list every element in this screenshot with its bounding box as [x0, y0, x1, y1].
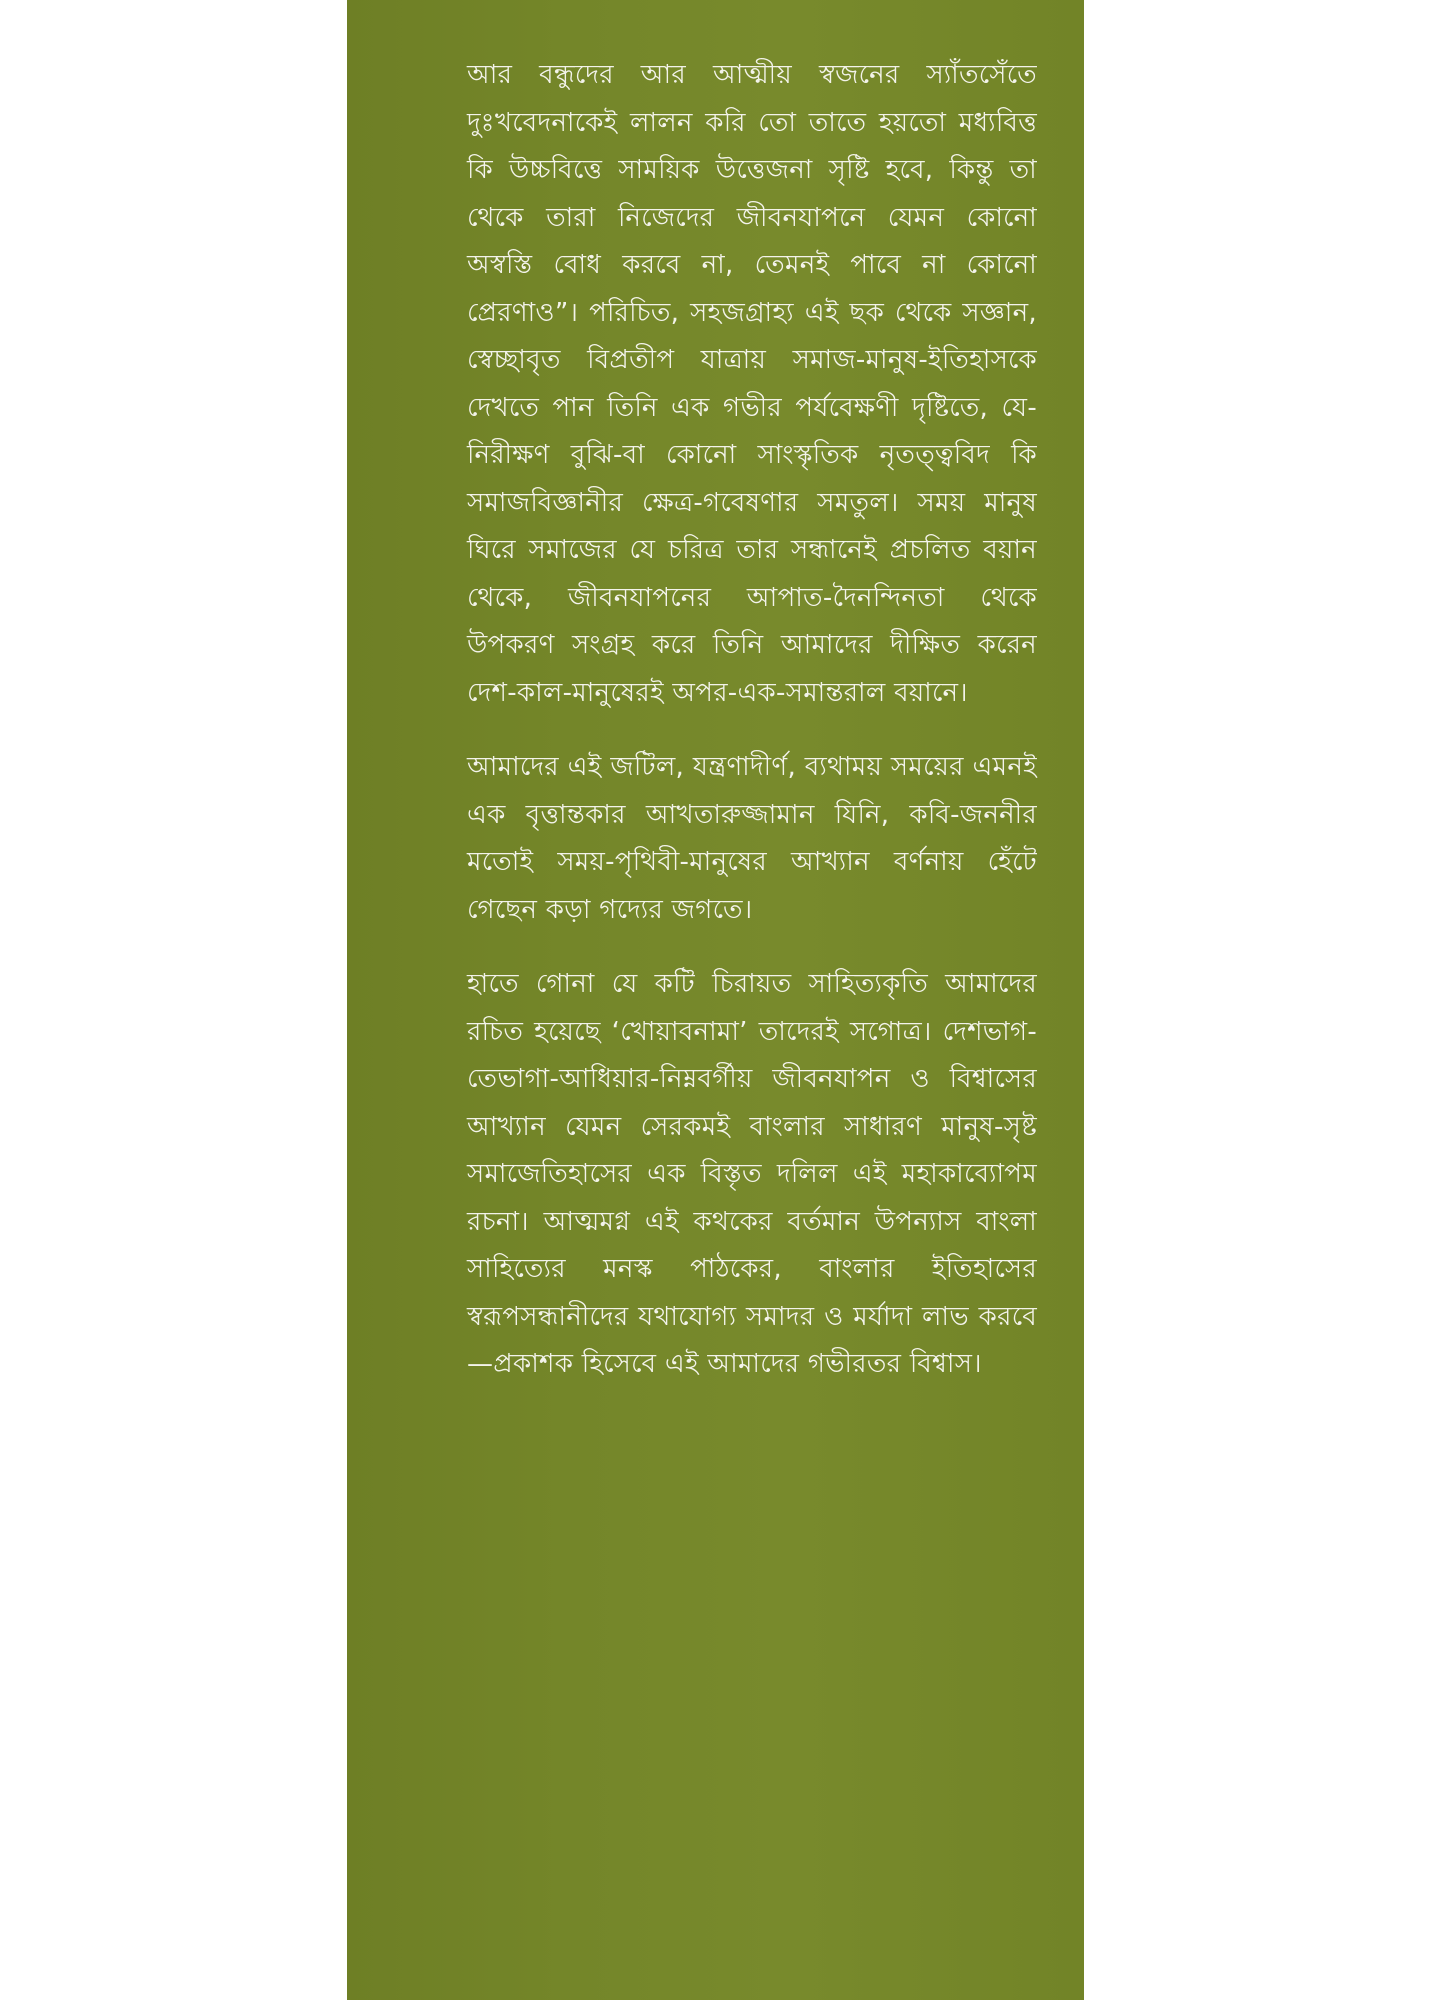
- paragraph-3: হাতে গোনা যে কটি চিরায়ত সাহিত্যকৃতি আমাদের রচিত হয়েছে ‘খোয়াবনামা’ তাদেরই সগোত্র। দেশভাগ-তেভাগা-আধিয়ার-নিম্নবর্গীয় জীবনযাপন ও বিশ্বাসের আখ্যান যেমন সেরকমই বাংলার সাধারণ মানুষ-সৃষ্ট সমাজেতিহাসের এক বিস্তৃত দলিল এই মহাকাব্যোপম রচনা। আত্মমগ্ন এই কথকের বর্তমান উপন্যাস বাংলা সাহিত্যের মনস্ক পাঠকের, বাংলার ইতিহাসের স্বরূপসন্ধানীদের যথাযোগ্য সমাদর ও মর্যাদা লাভ করবে—প্রকাশক হিসেবে এই আমাদের গভীরতর বিশ্বাস।: [467, 969, 1037, 1379]
- paragraph-1: আর বন্ধুদের আর আত্মীয় স্বজনের স্যাঁতসেঁতে দুঃখবেদনাকেই লালন করি তো তাতে হয়তো মধ্যবিত্ত কি উচ্চবিত্তে সাময়িক উত্তেজনা সৃষ্টি হবে, কিন্তু তা থেকে তারা নিজেদের জীবনযাপনে যেমন কোনো অস্বস্তি বোধ করবে না, তেমনই পাবে না কোনো প্রেরণাও”। পরিচিত, সহজগ্রাহ্য এই ছক থেকে সজ্ঞান, স্বেচ্ছাবৃত বিপ্রতীপ যাত্রায় সমাজ-মানুষ-ইতিহাসকে দেখতে পান তিনি এক গভীর পর্যবেক্ষণী দৃষ্টিতে, যে-নিরীক্ষণ বুঝি-বা কোনো সাংস্কৃতিক নৃতত্ত্ববিদ কি সমাজবিজ্ঞানীর ক্ষেত্র-গবেষণার সমতুল। সময় মানুষ ঘিরে সমাজের যে চরিত্র তার সন্ধানেই প্রচলিত বয়ান থেকে, জীবনযাপনের আপাত-দৈনন্দিনতা থেকে উপকরণ সংগ্রহ করে তিনি আমাদের দীক্ষিত করেন দেশ-কাল-মানুষেরই অপর-এক-সমান্তরাল বয়ানে।: [467, 60, 1037, 708]
- blurb-text: [467, 52, 1037, 1389]
- paragraph-2: আমাদের এই জটিল, যন্ত্রণাদীর্ণ, ব্যথাময় সময়ের এমনই এক বৃত্তান্তকার আখতারুজ্জামান যিনি, কবি-জননীর মতোই সময়-পৃথিবী-মানুষের আখ্যান বর্ণনায় হেঁটে গেছেন কড়া গদ্যের জগতে।: [467, 752, 1037, 925]
- back-cover-panel: [347, 0, 1084, 2000]
